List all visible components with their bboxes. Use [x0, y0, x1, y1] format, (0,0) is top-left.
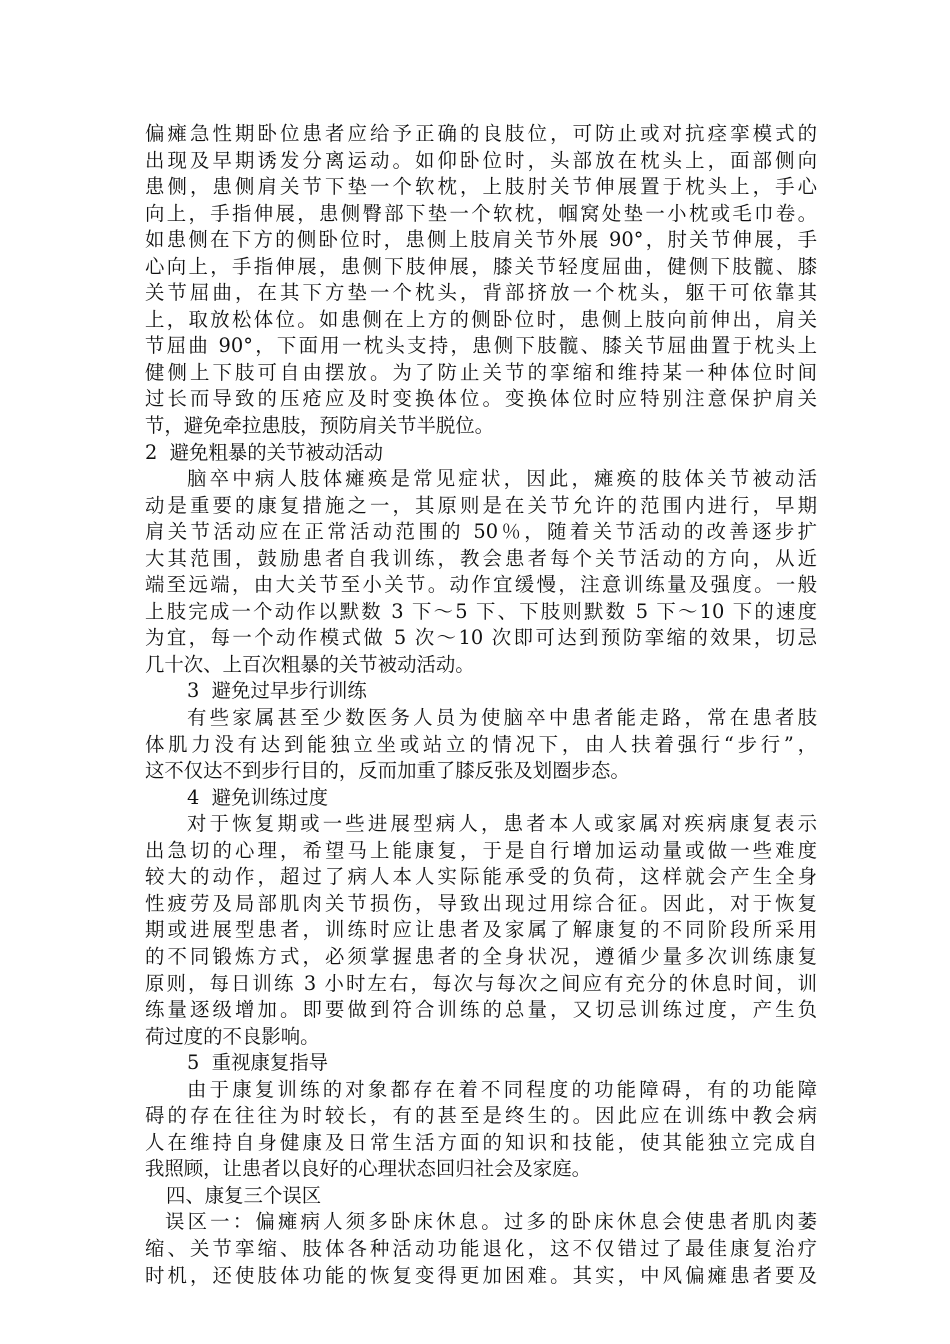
text-line: 4 避免训练过度: [187, 785, 329, 809]
text-line: 误区一：偏瘫病人须多卧床休息。过多的卧床休息会使患者肌肉萎: [165, 1210, 817, 1234]
text-line: 患侧，患侧肩关节下垫一个软枕，上肢肘关节伸展置于枕头上，手心: [145, 175, 817, 199]
text-line: 期或进展型患者，训练时应让患者及家属了解康复的不同阶段所采用: [145, 918, 817, 942]
text-line: 较大的动作，超过了病人本人实际能承受的负荷，这样就会产生全身: [145, 865, 817, 889]
text-line: 2 避免粗暴的关节被动活动: [145, 440, 383, 464]
text-line: 练量逐级增加。即要做到符合训练的总量，又切忌训练过度，产生负: [145, 998, 817, 1022]
text-line: 四、康复三个误区: [166, 1183, 322, 1207]
text-line: 出现及早期诱发分离运动。如仰卧位时，头部放在枕头上，面部侧向: [145, 148, 817, 172]
text-line: 人在维持自身健康及日常生活方面的知识和技能，使其能独立完成自: [145, 1130, 817, 1154]
text-line: 性疲劳及局部肌肉关节损伤，导致出现过用综合征。因此，对于恢复: [145, 891, 817, 915]
text-line: 节屈曲 90°，下面用一枕头支持，患侧下肢髋、膝关节屈曲置于枕头上: [145, 334, 817, 358]
text-line: 大其范围，鼓励患者自我训练，教会患者每个关节活动的方向，从近: [145, 546, 817, 570]
text-line: 时机，还使肢体功能的恢复变得更加困难。其实，中风偏瘫患者要及: [145, 1263, 817, 1287]
text-line: 上肢完成一个动作以默数 3 下～5 下、下肢则默数 5 下～10 下的速度: [145, 599, 817, 623]
text-line: 原则，每日训练 3 小时左右，每次与每次之间应有充分的休息时间，训: [145, 971, 817, 995]
text-line: 5 重视康复指导: [187, 1051, 329, 1075]
text-line: 为宜，每一个动作模式做 5 次～10 次即可达到预防挛缩的效果，切忌: [145, 626, 817, 650]
text-line: 缩、关节挛缩、肢体各种活动功能退化，这不仅错过了最佳康复治疗: [145, 1236, 817, 1260]
document-body: [145, 121, 817, 1289]
text-line: 有些家属甚至少数医务人员为使脑卒中患者能走路，常在患者肢: [187, 706, 817, 730]
text-line: 健侧上下肢可自由摆放。为了防止关节的挛缩和维持某一种体位时间: [145, 360, 817, 384]
text-line: 的不同锻炼方式，必须掌握患者的全身状况，遵循少量多次训练康复: [145, 944, 817, 968]
text-line: 由于康复训练的对象都存在着不同程度的功能障碍，有的功能障: [187, 1077, 817, 1101]
text-line: 肩关节活动应在正常活动范围的 50％，随着关节活动的改善逐步扩: [145, 520, 817, 544]
text-line: 节，避免牵拉患肢，预防肩关节半脱位。: [145, 414, 495, 438]
text-line: 端至远端，由大关节至小关节。动作宜缓慢，注意训练量及强度。一般: [145, 573, 817, 597]
text-line: 偏瘫急性期卧位患者应给予正确的良肢位，可防止或对抗痉挛模式的: [145, 122, 817, 145]
text-line: 动是重要的康复措施之一，其原则是在关节允许的范围内进行，早期: [145, 493, 817, 517]
text-line: 关节屈曲，在其下方垫一个枕头，背部挤放一个枕头，躯干可依靠其: [145, 281, 817, 305]
text-line: 体肌力没有达到能独立坐或站立的情况下，由人扶着强行“步行”，: [145, 732, 817, 756]
text-line: 碍的存在往往为时较长，有的甚至是终生的。因此应在训练中教会病: [145, 1104, 817, 1128]
text-line: 脑卒中病人肢体瘫痪是常见症状，因此，瘫痪的肢体关节被动活: [187, 467, 817, 491]
text-line: 如患侧在下方的侧卧位时，患侧上肢肩关节外展 90°，肘关节伸展，手: [145, 228, 817, 252]
text-line: 过长而导致的压疮应及时变换体位。变换体位时应特别注意保护肩关: [145, 387, 817, 411]
text-line: 向上，手指伸展，患侧臀部下垫一个软枕，帼窝处垫一小枕或毛巾卷。: [145, 201, 817, 225]
text-line: 心向上，手指伸展，患侧下肢伸展，膝关节轻度屈曲，健侧下肢髋、膝: [145, 254, 817, 278]
text-line: 几十次、上百次粗暴的关节被动活动。: [145, 652, 475, 676]
text-line: 出急切的心理，希望马上能康复，于是自行增加运动量或做一些难度: [145, 838, 817, 862]
text-line: 这不仅达不到步行目的，反而加重了膝反张及划圈步态。: [145, 759, 630, 783]
text-line: 我照顾，让患者以良好的心理状态回归社会及家庭。: [145, 1157, 591, 1181]
text-line: 荷过度的不良影响。: [145, 1024, 320, 1048]
text-line: 对于恢复期或一些进展型病人，患者本人或家属对疾病康复表示: [187, 812, 817, 836]
text-line: 3 避免过早步行训练: [187, 679, 367, 703]
text-line: 上，取放松体位。如患侧在上方的侧卧位时，患侧上肢向前伸出，肩关: [145, 307, 817, 331]
